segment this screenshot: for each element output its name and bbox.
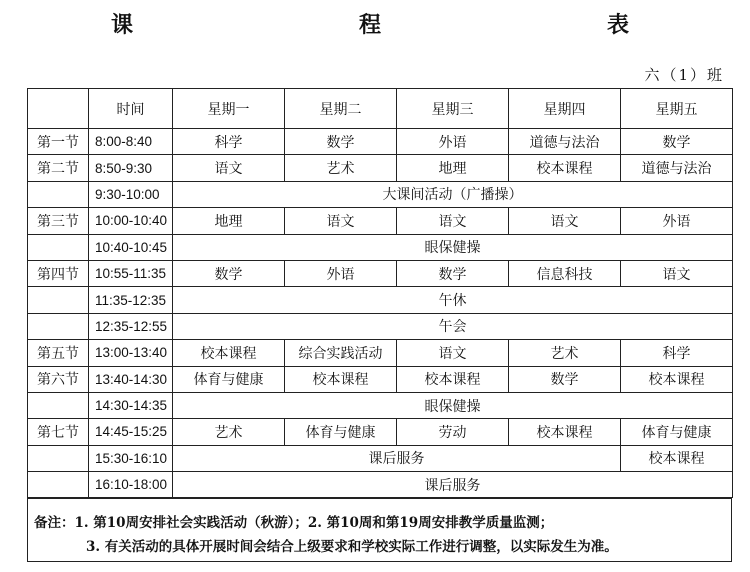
schedule-body	[28, 89, 733, 498]
schedule-row	[28, 155, 733, 181]
subject-cell: 语文	[397, 208, 509, 234]
period-cell: 第五节	[28, 340, 89, 366]
header-time-cell: 时间	[89, 89, 173, 129]
activity-cell: 眼保健操	[173, 234, 733, 260]
activity-cell: 午休	[173, 287, 733, 313]
period-cell: 第三节	[28, 208, 89, 234]
subject-cell: 校本课程	[509, 155, 621, 181]
class-label: 六（1）班	[644, 66, 724, 84]
header-day-tuesday: 星期二	[285, 89, 397, 129]
subject-cell: 体育与健康	[285, 419, 397, 445]
page-title: 课 程 表	[110, 12, 669, 38]
header-day-monday: 星期一	[173, 89, 285, 129]
schedule-row	[28, 181, 733, 207]
schedule-row	[28, 366, 733, 392]
schedule-row	[28, 208, 733, 234]
activity-cell: 课后服务	[173, 472, 733, 498]
schedule-table	[27, 88, 733, 498]
schedule-row	[28, 129, 733, 155]
subject-cell: 数学	[621, 129, 733, 155]
subject-cell: 科学	[173, 129, 285, 155]
activity-cell: 眼保健操	[173, 392, 733, 418]
time-cell: 8:00-8:40	[89, 129, 173, 155]
schedule-row	[28, 260, 733, 286]
subject-cell: 艺术	[509, 340, 621, 366]
subject-cell: 校本课程	[509, 419, 621, 445]
subject-cell: 体育与健康	[621, 419, 733, 445]
subject-cell: 数学	[509, 366, 621, 392]
time-cell: 16:10-18:00	[89, 472, 173, 498]
period-cell: 第七节	[28, 419, 89, 445]
subject-cell: 科学	[621, 340, 733, 366]
subject-cell: 数学	[285, 129, 397, 155]
subject-cell: 校本课程	[621, 366, 733, 392]
period-cell: 第六节	[28, 366, 89, 392]
time-cell: 14:45-15:25	[89, 419, 173, 445]
subject-cell: 数学	[397, 260, 509, 286]
time-cell: 9:30-10:00	[89, 181, 173, 207]
note-line-1: 备注：1. 第10周安排社会实践活动（秋游）；2. 第10周和第19周安排教学质量监测；	[34, 515, 554, 531]
subject-cell: 体育与健康	[173, 366, 285, 392]
subject-cell: 校本课程	[173, 340, 285, 366]
header-period-cell	[28, 89, 89, 129]
time-cell: 8:50-9:30	[89, 155, 173, 181]
time-cell: 10:40-10:45	[89, 234, 173, 260]
time-cell: 10:00-10:40	[89, 208, 173, 234]
subject-cell: 外语	[397, 129, 509, 155]
subject-cell: 校本课程	[621, 445, 733, 471]
subject-cell: 校本课程	[285, 366, 397, 392]
subject-cell: 语文	[285, 208, 397, 234]
period-cell	[28, 445, 89, 471]
period-cell: 第二节	[28, 155, 89, 181]
subject-cell: 艺术	[285, 155, 397, 181]
schedule-row	[28, 234, 733, 260]
subject-cell: 道德与法治	[509, 129, 621, 155]
subject-cell: 语文	[397, 340, 509, 366]
header-day-friday: 星期五	[621, 89, 733, 129]
period-cell	[28, 234, 89, 260]
note-line-2: 3. 有关活动的具体开展时间会结合上级要求和学校实际工作进行调整，以实际发生为准。	[86, 539, 618, 555]
header-day-wednesday: 星期三	[397, 89, 509, 129]
subject-cell: 外语	[285, 260, 397, 286]
schedule-row	[28, 419, 733, 445]
subject-cell: 综合实践活动	[285, 340, 397, 366]
period-cell	[28, 392, 89, 418]
subject-cell: 劳动	[397, 419, 509, 445]
notes-box	[27, 498, 732, 562]
subject-cell: 外语	[621, 208, 733, 234]
schedule-row	[28, 340, 733, 366]
subject-cell: 校本课程	[397, 366, 509, 392]
period-cell	[28, 472, 89, 498]
subject-cell: 语文	[173, 155, 285, 181]
time-cell: 14:30-14:35	[89, 392, 173, 418]
subject-cell: 语文	[509, 208, 621, 234]
subject-cell: 艺术	[173, 419, 285, 445]
time-cell: 13:00-13:40	[89, 340, 173, 366]
subject-cell: 地理	[397, 155, 509, 181]
activity-cell: 大课间活动（广播操）	[173, 181, 733, 207]
subject-cell: 语文	[621, 260, 733, 286]
activity-cell: 课后服务	[173, 445, 621, 471]
header-day-thursday: 星期四	[509, 89, 621, 129]
schedule-row	[28, 445, 733, 471]
time-cell: 10:55-11:35	[89, 260, 173, 286]
schedule-row	[28, 472, 733, 498]
subject-cell: 数学	[173, 260, 285, 286]
schedule-row	[28, 313, 733, 339]
subject-cell: 信息科技	[509, 260, 621, 286]
schedule-row	[28, 392, 733, 418]
subject-cell: 道德与法治	[621, 155, 733, 181]
activity-cell: 午会	[173, 313, 733, 339]
time-cell: 11:35-12:35	[89, 287, 173, 313]
period-cell: 第四节	[28, 260, 89, 286]
time-cell: 15:30-16:10	[89, 445, 173, 471]
schedule-row	[28, 287, 733, 313]
period-cell: 第一节	[28, 129, 89, 155]
header-row	[28, 89, 733, 129]
period-cell	[28, 287, 89, 313]
period-cell	[28, 313, 89, 339]
period-cell	[28, 181, 89, 207]
time-cell: 13:40-14:30	[89, 366, 173, 392]
time-cell: 12:35-12:55	[89, 313, 173, 339]
subject-cell: 地理	[173, 208, 285, 234]
